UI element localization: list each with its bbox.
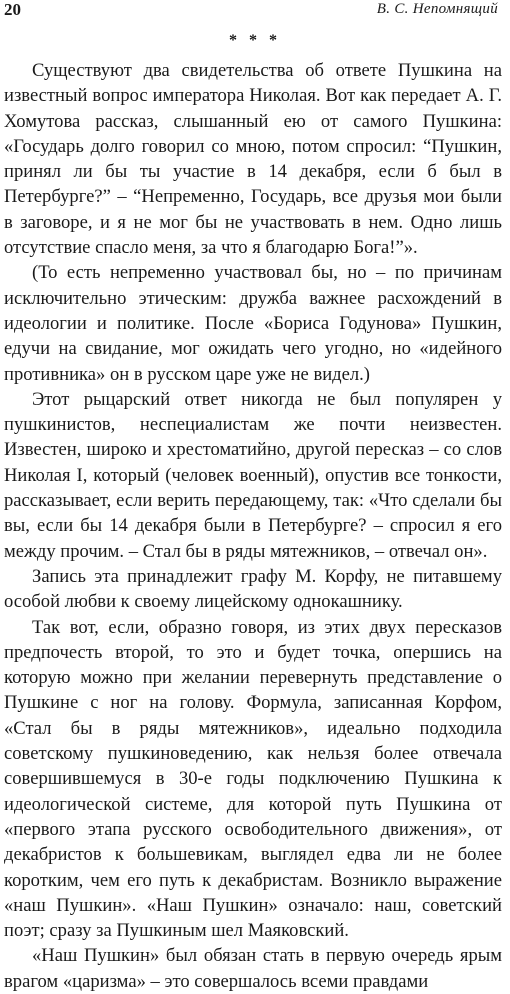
paragraph: Запись эта принадлежит графу М. Корфу, не питавшему особой любви к своему лицейскому однокашнику. (4, 565, 502, 613)
paragraph: Так вот, если, образно говоря, из этих двух пересказов предпочесть второй, то это и будет точка, опершись на которую можно при желании перевернуть представление о Пушкине с ног на голову. Формула, записанная Корфом, «Стал бы в ряды мятежников», идеально подходила советскому пушкиноведению, как нельзя более отвечала совершившемуся в 30-е годы подключению Пушкина к идеологической системе, для которой путь Пушкина от «первого этапа русского освободительного движения», от декабристов к большевикам, выглядел едва ли не более коротким, чем его путь к декабристам. Возникло выражение «наш Пушкин». «Наш Пушкин» означало: наш, советский поэт; сразу за Пушкиным шел Маяковский. (4, 616, 502, 942)
body-text (4, 58, 502, 994)
section-separator: * * * (229, 32, 281, 49)
running-head: В. С. Непомнящий (376, 1, 498, 17)
paragraph: Существуют два свидетельства об ответе Пушкина на известный вопрос императора Николая. Вот как передает А. Г. Хомутова рассказ, слышанный ею от самого Пушкина: «Государь долго говорил со мною, потом спросил: “Пушкин, принял ли бы ты участие в 14 декабря, если б был в Петербурге?” – “Непременно, Государь, все друзья мои были в заговоре, и я не мог бы не участвовать в нем. Одно лишь отсутствие спасло меня, за что я благодарю Бога!”». (4, 60, 502, 259)
paragraph: Этот рыцарский ответ никогда не был популярен у пушкинистов, неспециалистам же почти неизвестен. Известен, широко и хрестоматийно, другой пересказ – со слов Николая I, который (человек военный), опустив все тонкости, рассказывает, если верить передающему, так: «Что сделали бы вы, если бы 14 декабря были в Петербурге? – спросил я его между прочим. – Стал бы в ряды мятежников, – отвечал он». (4, 388, 502, 562)
page-header (4, 0, 502, 26)
page-number: 20 (4, 0, 21, 19)
paragraph: «Наш Пушкин» был обязан стать в первую очередь ярым врагом «царизма» – это совершалось всеми правдами (4, 945, 502, 992)
paragraph: (То есть непременно участвовал бы, но – по причинам исключительно этическим: дружба важнее расхождений в идеологии и политике. После «Бориса Годунова» Пушкин, едучи на свидание, мог ожидать чего угодно, но «идейного противника» он в русском царе уже не видел.) (4, 262, 502, 385)
